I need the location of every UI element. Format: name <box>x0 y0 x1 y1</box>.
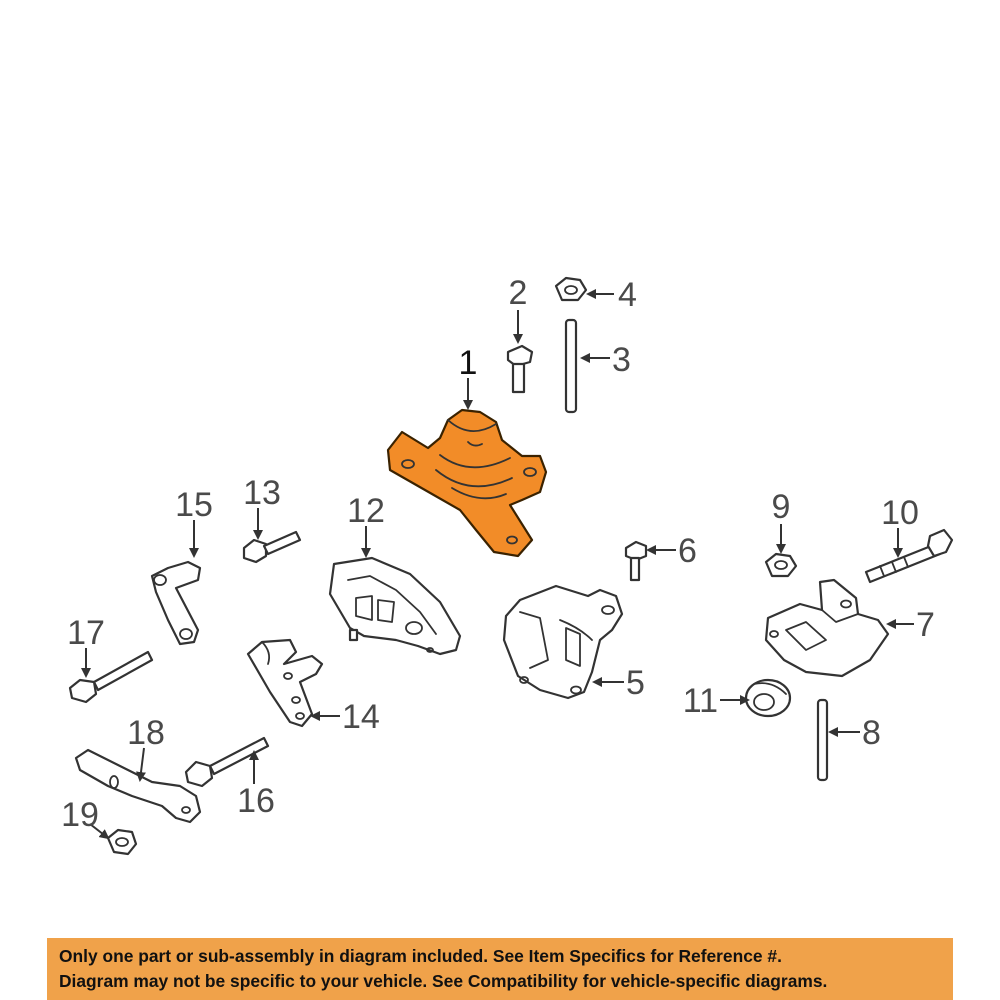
stud-part-8 <box>818 700 827 780</box>
nut-part-19 <box>108 830 136 854</box>
callout-10: 10 <box>881 494 919 532</box>
callout-9: 9 <box>771 488 791 526</box>
disclaimer-line-2: Diagram may not be specific to your vehicle. See Compatibility for vehicle-specific diagrams. <box>59 971 828 991</box>
disclaimer-line-1: Only one part or sub-assembly in diagram included. See Item Specifics for Reference #. <box>59 946 782 966</box>
nut-part-4 <box>556 278 586 300</box>
bolt-part-6 <box>626 542 646 580</box>
stud-part-3 <box>566 320 576 412</box>
callout-11: 11 <box>682 682 718 720</box>
disclaimer-banner <box>47 938 953 1000</box>
callout-numbers <box>61 274 935 834</box>
callout-4: 4 <box>618 276 637 314</box>
link-bracket-part-14 <box>248 640 322 726</box>
bushing-part-11 <box>746 680 790 716</box>
bolt-part-10 <box>866 530 952 582</box>
callout-7: 7 <box>916 606 935 644</box>
callout-14: 14 <box>342 698 380 736</box>
callout-19: 19 <box>61 796 99 834</box>
callout-17: 17 <box>67 614 105 652</box>
bolt-part-17 <box>70 652 152 702</box>
callout-16: 16 <box>237 782 275 820</box>
bolt-part-2 <box>508 346 532 392</box>
link-part-15 <box>152 562 200 644</box>
bracket-part-7 <box>766 580 888 676</box>
callout-15: 15 <box>175 486 213 524</box>
bolt-part-13 <box>244 532 300 562</box>
callout-6: 6 <box>678 532 697 570</box>
callout-1: 1 <box>458 344 478 382</box>
bolt-part-16 <box>186 738 268 786</box>
nut-part-9 <box>766 554 796 576</box>
callout-18: 18 <box>127 714 165 752</box>
callout-3: 3 <box>612 341 631 379</box>
mount-bracket-part-12 <box>330 558 460 654</box>
callout-5: 5 <box>626 664 645 702</box>
callout-8: 8 <box>862 714 881 752</box>
engine-mount-part-1[interactable] <box>388 410 546 556</box>
callout-12: 12 <box>347 492 385 530</box>
callout-13: 13 <box>243 474 281 512</box>
callout-2: 2 <box>508 274 528 312</box>
